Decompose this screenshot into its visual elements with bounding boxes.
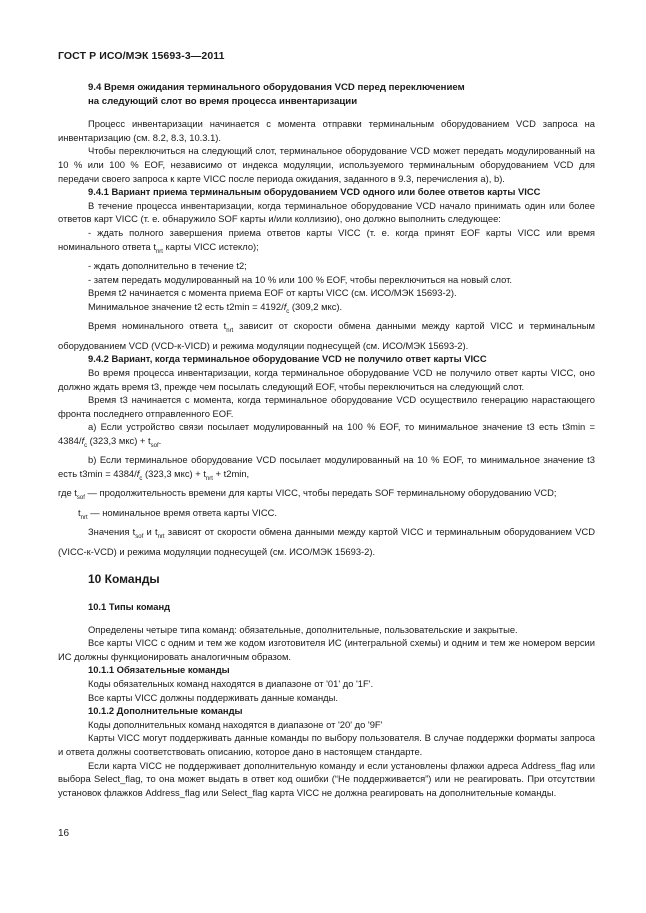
document-header: ГОСТ Р ИСО/МЭК 15693-3—2011 xyxy=(58,50,225,62)
paragraph: Время t3 начинается с момента, когда терминальное оборудование VCD осуществило генерацию нарастающего фронта последнего отправленного EOF. xyxy=(58,394,595,419)
section-10-title: 10 Команды xyxy=(88,572,160,587)
list-item: - затем передать модулированный на 10 % или 100 % EOF, чтобы переключиться на новый слот. xyxy=(88,273,512,285)
formula-paragraph: Минимальное значение t2 есть $t2\min = 4192/f_c$ (309,2 мкс). xyxy=(88,300,343,315)
document-body xyxy=(58,81,595,799)
list-item: b) Если терминальное оборудование VCD посылает модулированный на 10 % EOF, то минимальное значение t3 есть $t3\min = 4384/f_c$ (323,3 $мкс) + t_{nrt} + t2\min$, xyxy=(58,454,595,482)
definition: $t_{nrt}$ — номинальное время ответа карты VICC. xyxy=(78,506,278,521)
paragraph: Карты VICC могут поддерживать данные команды по выбору пользователя. В случае поддержки форматы запроса и ответа должны соответствовать описанию, которое дано в настоящем стандарте. xyxy=(58,732,595,757)
paragraph: Во время процесса инвентаризации, когда терминальное оборудование VCD не получило ответ карты VICC, оно должно ждать время t3, прежде чем посылать следующий EOF, чтобы переключиться на следующий слот. xyxy=(58,366,595,392)
section-10-1-title: 10.1 Типы команд xyxy=(88,601,171,612)
definition: где $t_{sof}$ — продолжительность времени для карты VICC, чтобы передать SOF терминальному оборудованию VCD; xyxy=(58,487,557,502)
section-9-4-2-title: 9.4.2 Вариант, когда терминальное оборудование VCD не получило ответ карты VICC xyxy=(88,353,487,365)
section-9-4-title-line-2: на следующий слот во время процесса инвентаризации xyxy=(88,95,358,107)
paragraph: Процесс инвентаризации начинается с момента отправки терминальным оборудованием VCD запроса на инвентаризацию (см. 8.2, 8.3, 10.3.1). xyxy=(58,118,595,143)
paragraph: Значения $t_{sof}$ и $t_{nrt}$ зависят от скорости обмена данными между картой VICC и терминальным оборудованием VCD (VICC-к-VCD) и режима модуляции поднесущей (см. ИСО/МЭК 15693-2). xyxy=(58,526,595,557)
paragraph: Все карты VICC должны поддерживать данные команды. xyxy=(88,691,338,703)
paragraph: Время номинального ответа $t_{nrt}$ зависит от скорости обмена данными между картой VICC и терминальным оборудованием VCD (VCD-к-VICD) и режима модуляции поднесущей (см. ИСО/МЭК 15693-2). xyxy=(58,320,595,351)
paragraph: Коды обязательных команд находятся в диапазоне от '01' до '1F'. xyxy=(88,677,374,689)
section-10-1-1-title: 10.1.1 Обязательные команды xyxy=(88,664,230,676)
section-9-4-1-title: 9.4.1 Вариант приема терминальным оборудованием VCD одного или более ответов карты VICC xyxy=(88,186,541,198)
paragraph: Определены четыре типа команд: обязательные, дополнительные, пользовательские и закрытые. xyxy=(88,623,518,635)
paragraph: В течение процесса инвентаризации, когда терминальное оборудование VCD начало принимать один или более ответов карт VICC (т. е. обнаружило SOF карты и/или коллизию), оно должно выполнить следующее: xyxy=(58,199,595,225)
list-item: а) Если устройство связи посылает модулированный на 100 % EOF, то минимальное значение t3 есть $t3\min = 4384/f_c$ (323,3 $мкс) + t_{sof}$. xyxy=(58,421,595,449)
paragraph: Все карты VICC с одним и тем же кодом изготовителя ИС (интегральной схемы) и одним и тем же номером версии ИС должны функционировать аналогичным образом. xyxy=(58,637,595,662)
list-item: - ждать дополнительно в течение t2; xyxy=(88,260,247,271)
section-10-1-2-title: 10.1.2 Дополнительные команды xyxy=(88,705,243,717)
paragraph: Время t2 начинается с момента приема EOF от карты VICC (см. ИСО/МЭК 15693-2). xyxy=(88,287,457,299)
paragraph: Чтобы переключиться на следующий слот, терминальное оборудование VCD может передать модулированный на 10 % или 100 % EOF, независимо от индекса модуляции, используемого терминальным оборудованием VCD для передачи своего запроса к карте VICC после периода ожидания, заданного в 9.3, перечисления а), b). xyxy=(58,145,595,184)
list-item: - ждать полного завершения приема ответов карты VICC (т. е. когда принят EOF карты VICC или время номинального ответа $t_{nrt}$ карты VICC истекло); xyxy=(58,226,595,255)
section-9-4-title-line-1: 9.4 Время ожидания терминального оборудования VCD перед переключением xyxy=(88,82,465,93)
paragraph: Если карта VICC не поддерживает дополнительную команду и если установлены флажки адреса Address_flag или выбора Select_flag, то она может выдать в ответ код ошибки (“Не поддерживается”) или не реагировать. При отсутствии установок флажков Address_flag или Select_flag карта VICC не должна реагировать на дополнительные команды. xyxy=(58,759,595,798)
paragraph: Коды дополнительных команд находятся в диапазоне от '20' до '9F' xyxy=(88,718,383,730)
page-number: 16 xyxy=(58,828,70,839)
